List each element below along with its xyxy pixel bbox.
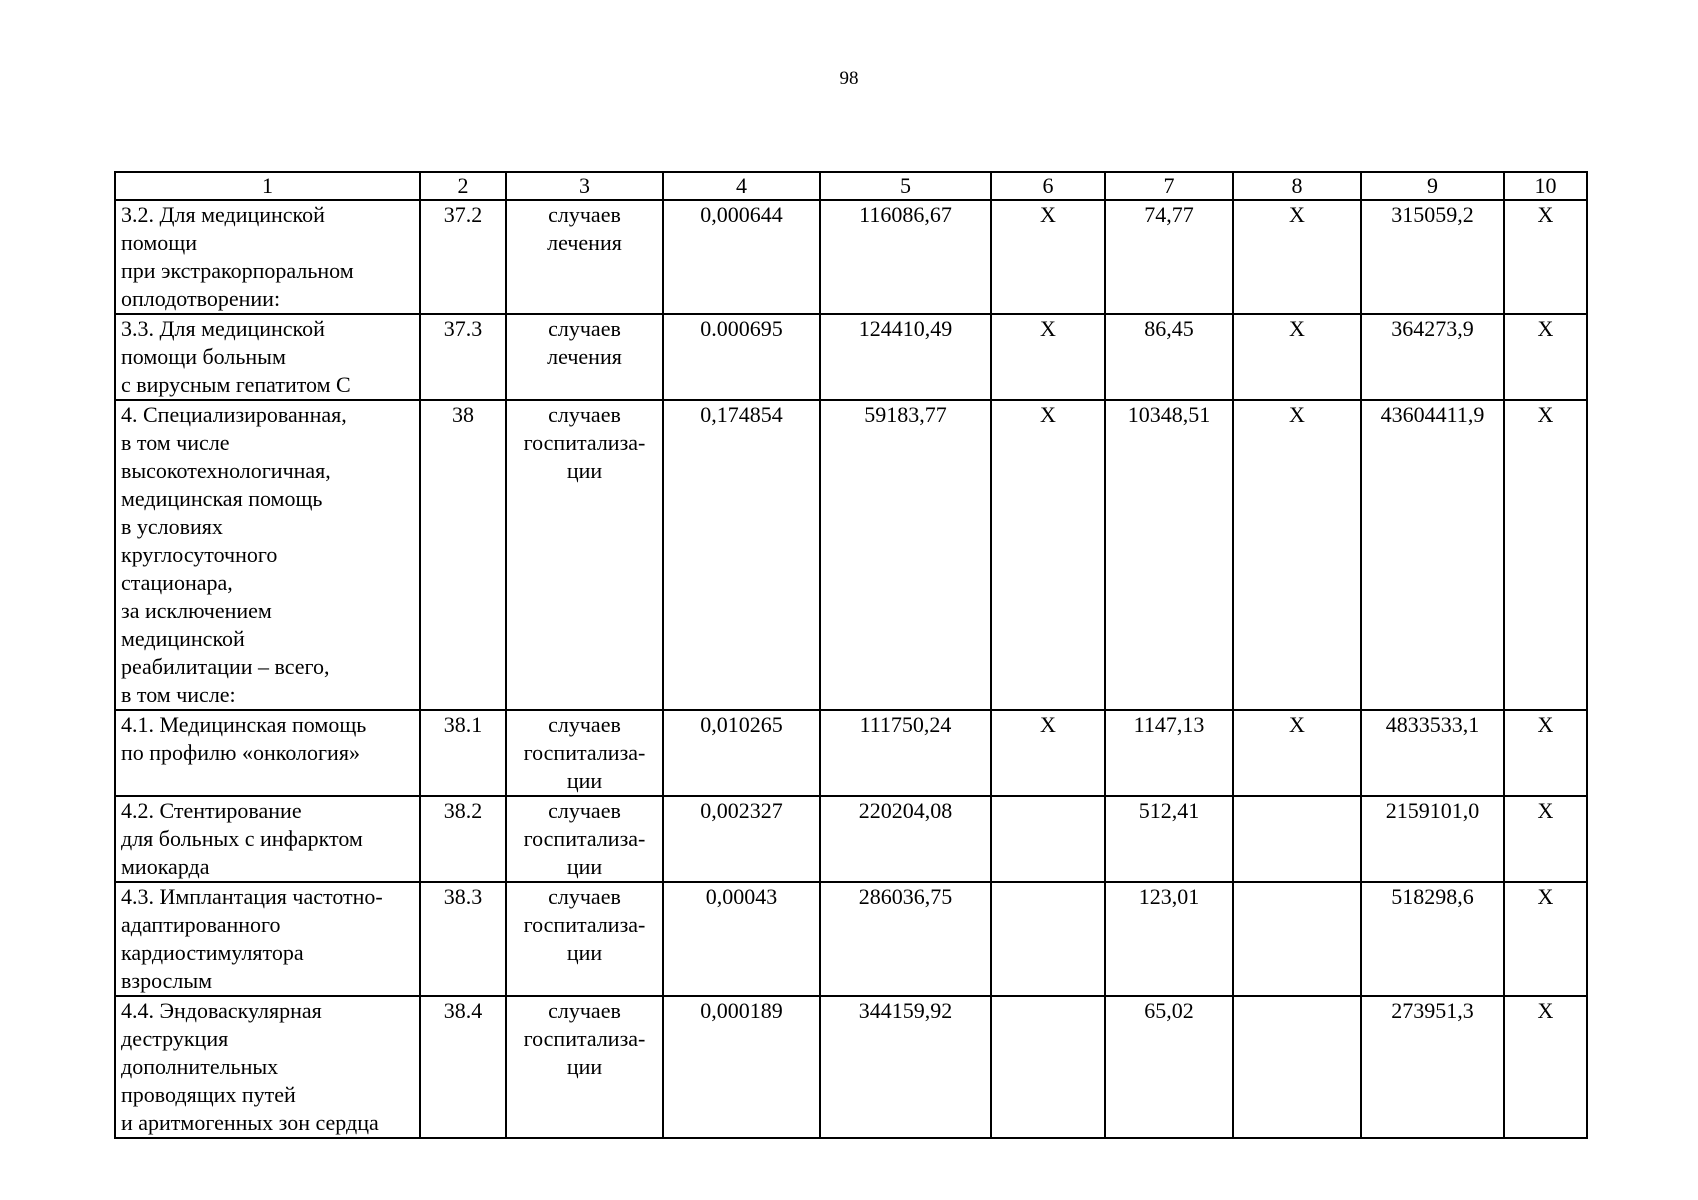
row-col8 [1233,882,1361,996]
row-unit: случаев госпитализа- ции [506,796,663,882]
row-col4: 0,174854 [663,400,820,710]
row-col10: X [1504,996,1587,1138]
row-col6: X [991,314,1105,400]
page-number: 98 [839,68,859,89]
table-row [115,314,1587,400]
row-code: 38.1 [420,710,506,796]
row-code: 37.2 [420,200,506,314]
row-col5: 220204,08 [820,796,991,882]
header-cell: 8 [1233,172,1361,200]
row-col6 [991,882,1105,996]
row-col8 [1233,796,1361,882]
row-col4: 0.000695 [663,314,820,400]
header-cell: 4 [663,172,820,200]
row-col4: 0,000189 [663,996,820,1138]
row-col5: 116086,67 [820,200,991,314]
row-col8 [1233,996,1361,1138]
header-cell: 5 [820,172,991,200]
row-col4: 0,002327 [663,796,820,882]
row-col9: 2159101,0 [1361,796,1504,882]
row-name: 4.1. Медицинская помощь по профилю «онкология» [115,710,420,796]
header-cell: 3 [506,172,663,200]
row-unit: случаев лечения [506,200,663,314]
row-code: 38.4 [420,996,506,1138]
row-col9: 364273,9 [1361,314,1504,400]
data-table [114,171,1588,1139]
row-col10: X [1504,796,1587,882]
row-col7: 10348,51 [1105,400,1233,710]
header-cell: 1 [115,172,420,200]
row-col5: 59183,77 [820,400,991,710]
table-row [115,796,1587,882]
row-name: 4.4. Эндоваскулярная деструкция дополнительных проводящих путей и аритмогенных зон сердца [115,996,420,1138]
row-col6 [991,996,1105,1138]
row-unit: случаев лечения [506,314,663,400]
row-unit: случаев госпитализа- ции [506,882,663,996]
row-col7: 123,01 [1105,882,1233,996]
header-cell: 6 [991,172,1105,200]
row-col8: X [1233,400,1361,710]
row-col9: 4833533,1 [1361,710,1504,796]
row-col6: X [991,400,1105,710]
table-row [115,200,1587,314]
table-row [115,882,1587,996]
row-col8: X [1233,710,1361,796]
row-col4: 0,00043 [663,882,820,996]
row-col10: X [1504,400,1587,710]
row-col8: X [1233,314,1361,400]
header-cell: 7 [1105,172,1233,200]
row-col9: 518298,6 [1361,882,1504,996]
row-col6: X [991,200,1105,314]
row-col7: 74,77 [1105,200,1233,314]
table-row [115,400,1587,710]
row-code: 38.3 [420,882,506,996]
row-col10: X [1504,314,1587,400]
row-col6: X [991,710,1105,796]
row-col7: 512,41 [1105,796,1233,882]
row-unit: случаев госпитализа- ции [506,710,663,796]
row-code: 37.3 [420,314,506,400]
row-col9: 43604411,9 [1361,400,1504,710]
row-col10: X [1504,200,1587,314]
header-cell: 10 [1504,172,1587,200]
row-name: 4.2. Стентирование для больных с инфарктом миокарда [115,796,420,882]
row-code: 38.2 [420,796,506,882]
row-unit: случаев госпитализа- ции [506,996,663,1138]
row-name: 3.2. Для медицинской помощи при экстракорпоральном оплодотворении: [115,200,420,314]
header-cell: 2 [420,172,506,200]
row-col9: 273951,3 [1361,996,1504,1138]
row-unit: случаев госпитализа- ции [506,400,663,710]
row-col9: 315059,2 [1361,200,1504,314]
row-col4: 0,000644 [663,200,820,314]
header-cell: 9 [1361,172,1504,200]
row-name: 4.3. Имплантация частотно- адаптированного кардиостимулятора взрослым [115,882,420,996]
row-col5: 124410,49 [820,314,991,400]
row-col5: 286036,75 [820,882,991,996]
row-col10: X [1504,710,1587,796]
row-col7: 65,02 [1105,996,1233,1138]
row-col5: 344159,92 [820,996,991,1138]
row-col5: 111750,24 [820,710,991,796]
row-col7: 1147,13 [1105,710,1233,796]
row-name: 3.3. Для медицинской помощи больным с вирусным гепатитом С [115,314,420,400]
row-name: 4. Специализированная, в том числе высокотехнологичная, медицинская помощь в условиях круглосуточного стационара, за исключением медицинской реабилитации – всего, в том числе: [115,400,420,710]
row-col8: X [1233,200,1361,314]
table-row [115,996,1587,1138]
row-col4: 0,010265 [663,710,820,796]
row-col7: 86,45 [1105,314,1233,400]
header-row [115,172,1587,200]
table-row [115,710,1587,796]
row-code: 38 [420,400,506,710]
row-col6 [991,796,1105,882]
row-col10: X [1504,882,1587,996]
